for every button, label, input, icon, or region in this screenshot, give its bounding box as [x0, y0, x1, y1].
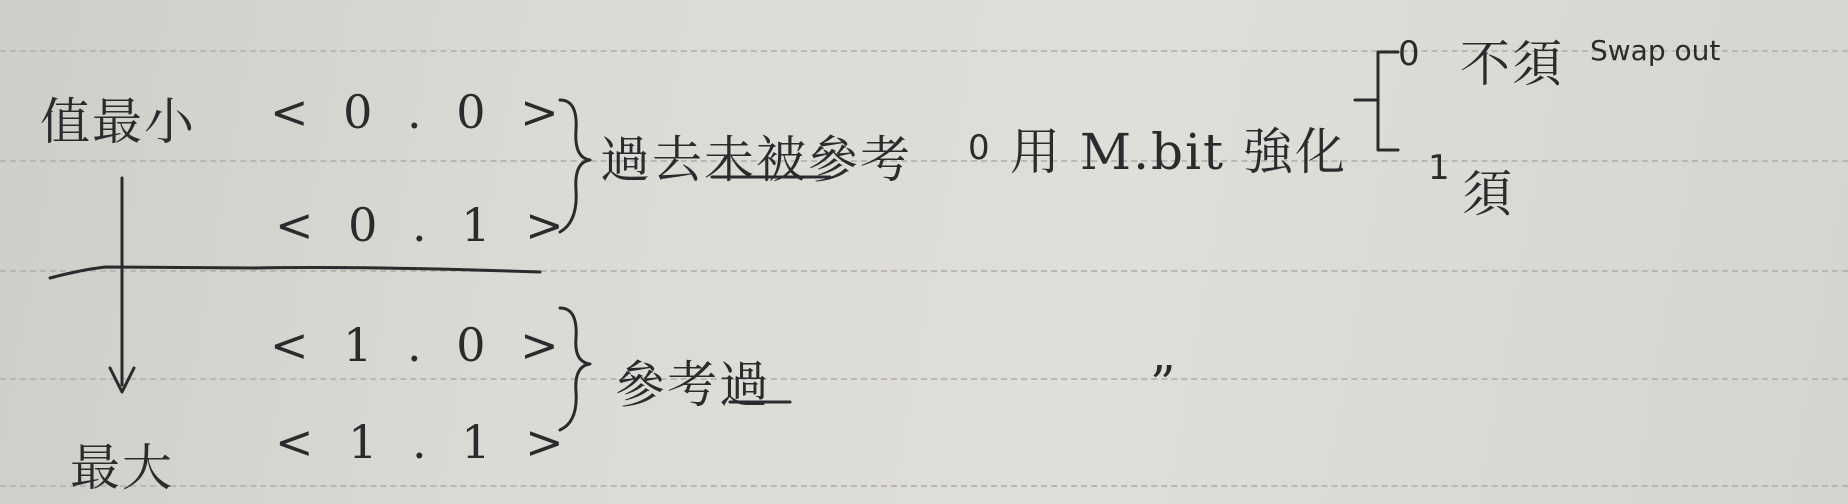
branch-bracket: [1355, 52, 1398, 150]
group1-description: 過去未被參考: [600, 131, 912, 189]
group1-method: 用 M.bit 強化: [1010, 123, 1347, 181]
branch-zero-action: Swap out: [1590, 34, 1721, 67]
branch-one-marker: 1: [1428, 148, 1450, 188]
pair-1-0: < 1 . 0 >: [270, 318, 569, 372]
group2-description: 參考過: [615, 356, 771, 414]
group1-zero: 0: [968, 128, 990, 168]
label-min-value: 值最小: [40, 93, 196, 151]
branch-zero-marker: 0: [1398, 34, 1420, 74]
label-max: 最大: [70, 439, 174, 497]
branch-zero-text: 不須: [1460, 35, 1564, 93]
pair-0-0: < 0 . 0 >: [270, 85, 569, 139]
pair-1-1: < 1 . 1 >: [275, 415, 574, 469]
branch-one-text: 須: [1462, 165, 1514, 223]
pair-0-1: < 0 . 1 >: [275, 198, 574, 252]
ditto-mark: ”: [1150, 355, 1178, 413]
